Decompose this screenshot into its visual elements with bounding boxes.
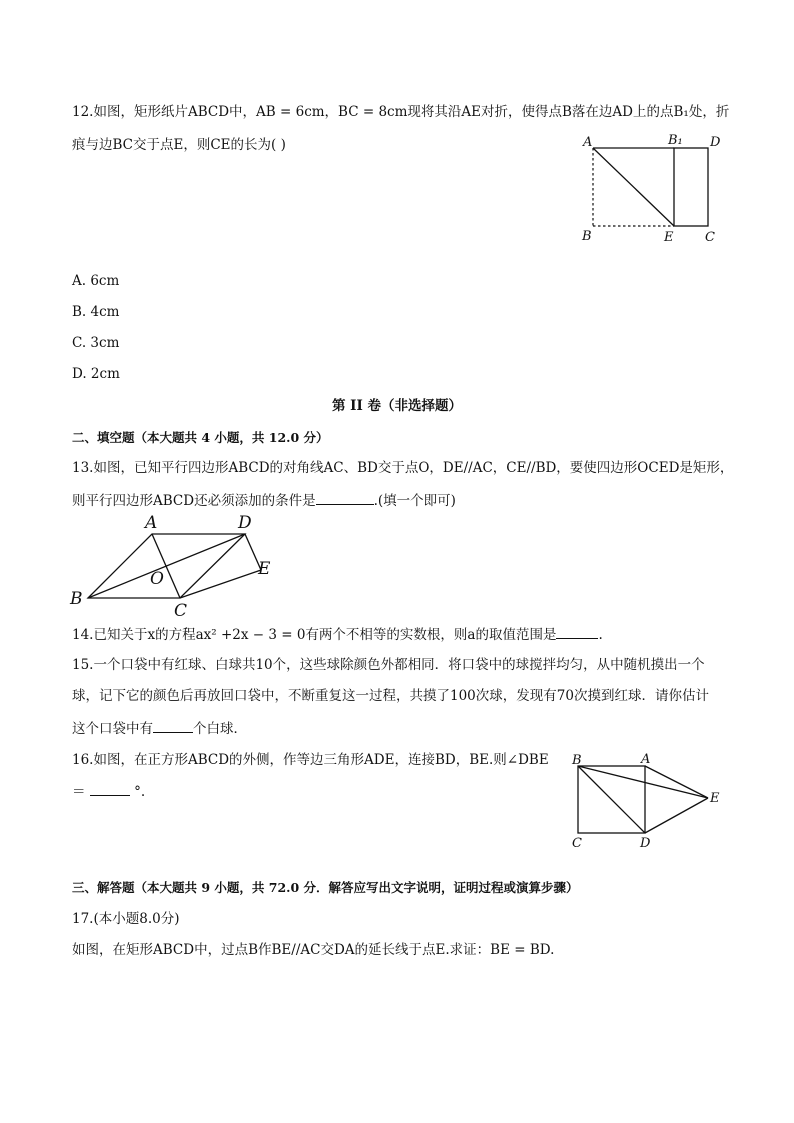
q16-line1: 16.如图，在正方形ABCD的外侧，作等边三角形ADE，连接BD，BE.则∠DBE: [72, 752, 549, 768]
q13-label-c: C: [174, 601, 188, 621]
section3-header: 三、解答题（本大题共 9 小题，共 72.0 分．解答应写出文字说明，证明过程或演算步骤）: [72, 880, 579, 895]
q12-label-b1: B₁: [668, 133, 683, 148]
q12-rect-b1dce: [674, 148, 708, 226]
q17-points: 17.(本小题8.0分): [72, 911, 180, 927]
q13-line1: 13.如图，已知平行四边形ABCD的对角线AC、BD交于点O，DE//AC，CE//BD，要使四边形OCED是矩形，: [72, 460, 734, 476]
q12-label-c: C: [705, 230, 715, 245]
q13-label-b: B: [70, 589, 83, 609]
q16-line-be: [578, 766, 708, 798]
q12-figure: [578, 128, 728, 248]
q16-label-a: A: [641, 752, 651, 767]
q15-line3: [72, 718, 247, 739]
q12-fold-ae: [593, 148, 674, 226]
q13-answer-blank[interactable]: [316, 490, 374, 505]
q12-label-e: E: [664, 230, 674, 245]
section2-header: 二、填空题（本大题共 4 小题，共 12.0 分）: [72, 430, 329, 445]
q16-figure: [568, 750, 728, 850]
q12-label-a: A: [583, 135, 593, 150]
q13-figure: [68, 512, 288, 622]
q15-line1: 15.一个口袋中有红球、白球共10个，这些球除颜色外都相同．将口袋中的球搅拌均匀，从中随机摸出一个: [72, 657, 705, 673]
q12-option-c: C. 3cm: [72, 335, 120, 351]
q13-label-a: A: [145, 513, 158, 533]
q16-line-ae: [645, 766, 708, 798]
q17-text: 如图，在矩形ABCD中，过点B作BE//AC交DA的延长线于点E.求证：BE = BD.: [72, 942, 555, 958]
q16-label-d: D: [640, 836, 651, 851]
q13-label-d: D: [238, 513, 252, 533]
q14-after: .: [598, 627, 603, 643]
q14-answer-blank[interactable]: [556, 624, 598, 639]
q15-answer-blank[interactable]: [153, 718, 193, 733]
q16-line-bd: [578, 766, 645, 833]
q16-line2-before: ＝: [72, 784, 86, 800]
q16-answer-blank[interactable]: [90, 781, 130, 796]
q15-line2: 球，记下它的颜色后再放回口袋中，不断重复这一过程，共摸了100次球，发现有70次摸到红球．请你估计: [72, 688, 709, 704]
q15-line3-before: 这个口袋中有: [72, 721, 153, 737]
q15-line3-after: 个白球．: [193, 721, 247, 737]
q12-label-b: B: [582, 229, 592, 244]
q14-line: [72, 624, 603, 645]
q12-line2: 痕与边BC交于点E，则CE的长为( ): [72, 137, 286, 153]
q14-before: 14.已知关于x的方程ax² +2x − 3 = 0有两个不相等的实数根，则a的取值范围是: [72, 627, 557, 643]
q12-line1: 12.如图，矩形纸片ABCD中，AB = 6cm，BC = 8cm现将其沿AE对折，使得点B落在边AD上的点B₁处，折: [72, 104, 730, 120]
q16-line2-after: °.: [134, 784, 146, 800]
q16-label-b: B: [572, 753, 582, 768]
q16-label-c: C: [572, 836, 582, 851]
q13-label-e: E: [258, 559, 271, 579]
q12-option-a: A. 6cm: [72, 273, 120, 289]
q13-line-ce: [180, 570, 261, 598]
q13-line2-after: .(填一个即可): [373, 493, 456, 509]
q16-line-de: [645, 798, 708, 833]
q16-line2: [72, 781, 145, 802]
q12-option-b: B. 4cm: [72, 304, 120, 320]
q13-label-o: O: [150, 569, 164, 589]
part2-title: 第 II 卷（非选择题）: [331, 398, 463, 414]
q13-line2-before: 则平行四边形ABCD还必须添加的条件是: [72, 493, 316, 509]
q13-line2: [72, 490, 456, 511]
q16-label-e: E: [710, 791, 720, 806]
q12-label-d: D: [710, 135, 721, 150]
q13-diagonal-bd: [88, 534, 245, 598]
q12-option-d: D. 2cm: [72, 366, 120, 382]
